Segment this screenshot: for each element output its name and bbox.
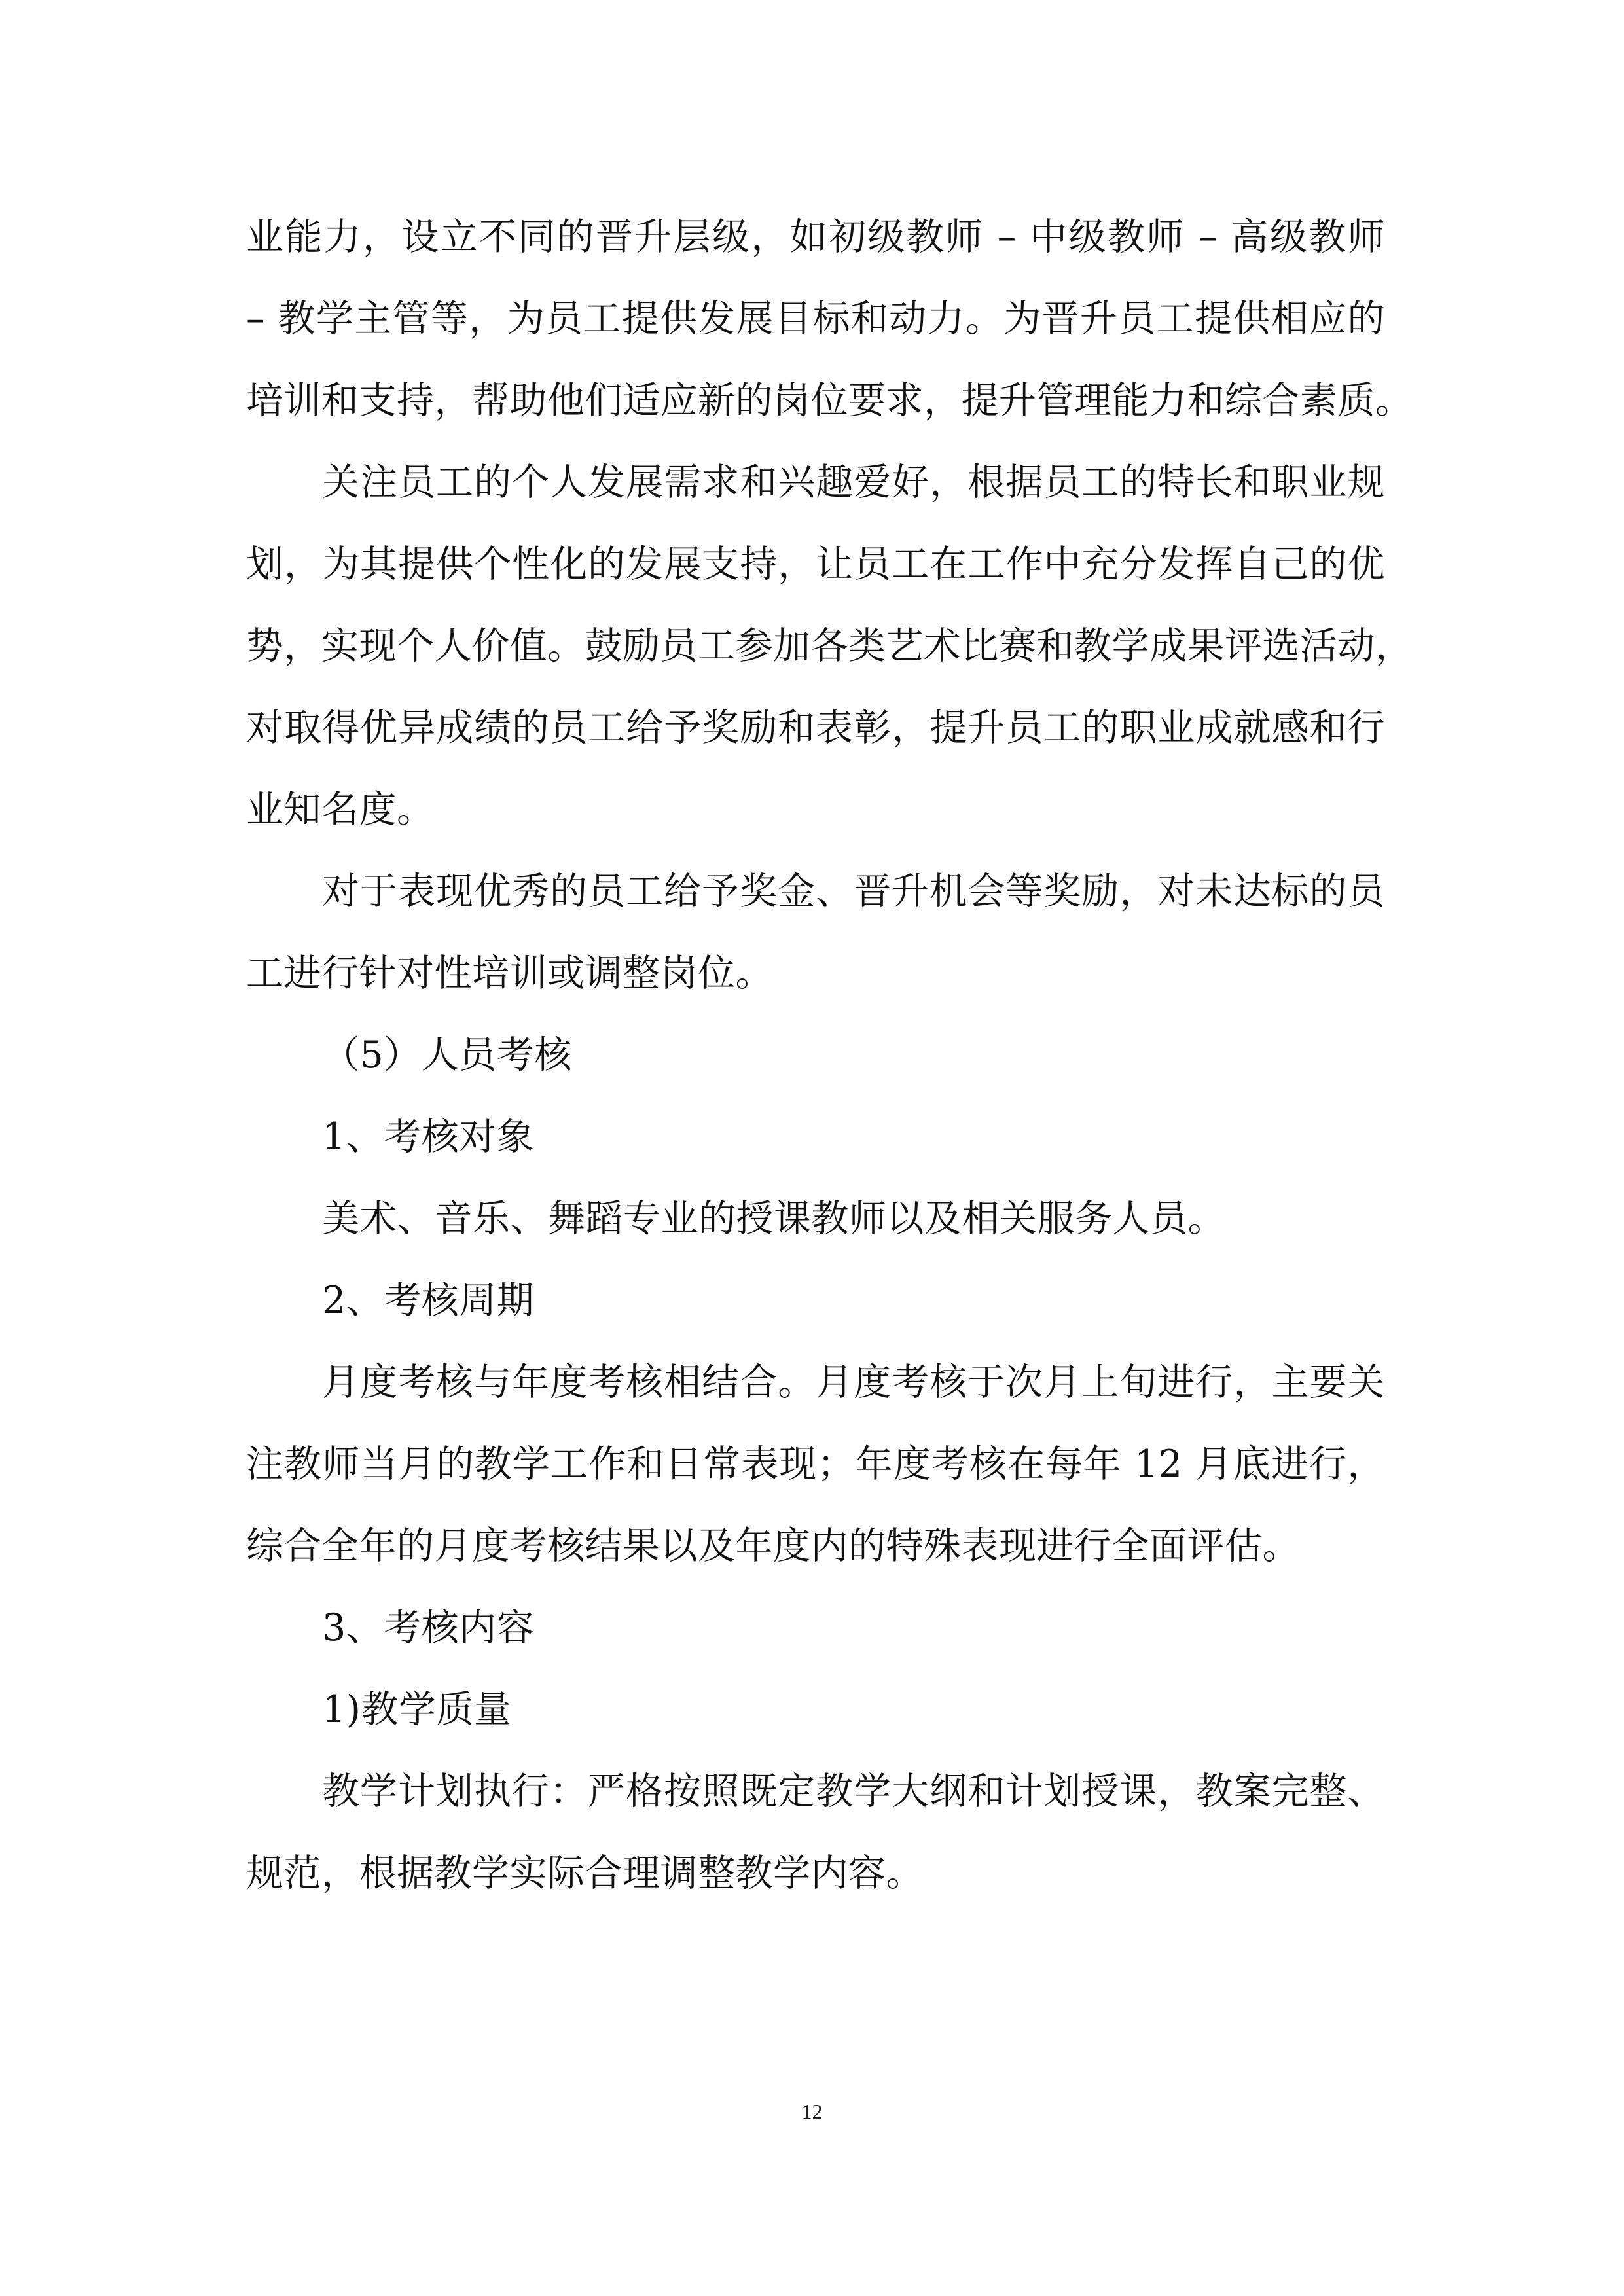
subsection-heading: 3、考核内容	[322, 1606, 535, 1649]
page-number: 12	[801, 2100, 823, 2123]
text-line: – 教学主管等，为员工提供发展目标和动力。为晋升员工提供相应的	[246, 297, 1385, 340]
text-line: 势，实现个人价值。鼓励员工参加各类艺术比赛和教学成果评选活动，	[246, 624, 1413, 668]
paragraph-start-line: 美术、音乐、舞蹈专业的授课教师以及相关服务人员。	[322, 1197, 1225, 1240]
text-line: 规范，根据教学实际合理调整教学内容。	[246, 1852, 924, 1895]
paragraph-start-line: 关注员工的个人发展需求和兴趣爱好，根据员工的特长和职业规	[322, 461, 1385, 504]
subsection-heading: 2、考核周期	[322, 1279, 535, 1322]
paragraph-start-line: 对于表现优秀的员工给予奖金、晋升机会等奖励，对未达标的员	[322, 870, 1385, 913]
text-line: 对取得优异成绩的员工给予奖励和表彰，提升员工的职业成就感和行	[246, 706, 1385, 749]
section-heading: （5）人员考核	[322, 1033, 572, 1077]
text-line: 综合全年的月度考核结果以及年度内的特殊表现进行全面评估。	[246, 1524, 1300, 1568]
item-heading: 1)教学质量	[322, 1688, 512, 1731]
paragraph-start-line: 教学计划执行：严格按照既定教学大纲和计划授课，教案完整、	[322, 1770, 1385, 1813]
paragraph-start-line: 月度考核与年度考核相结合。月度考核于次月上旬进行，主要关	[322, 1361, 1385, 1404]
text-line: 业能力，设立不同的晋升层级，如初级教师 – 中级教师 – 高级教师	[246, 215, 1385, 259]
body-text	[246, 196, 1413, 1914]
text-line: 划，为其提供个性化的发展支持，让员工在工作中充分发挥自己的优	[246, 543, 1385, 586]
text-line: 注教师当月的教学工作和日常表现；年度考核在每年 12 月底进行，	[246, 1443, 1385, 1486]
subsection-heading: 1、考核对象	[322, 1115, 535, 1158]
text-line: 培训和支持，帮助他们适应新的岗位要求，提升管理能力和综合素质。	[246, 379, 1413, 422]
text-line: 业知名度。	[246, 788, 435, 831]
text-line: 工进行针对性培训或调整岗位。	[246, 952, 773, 995]
